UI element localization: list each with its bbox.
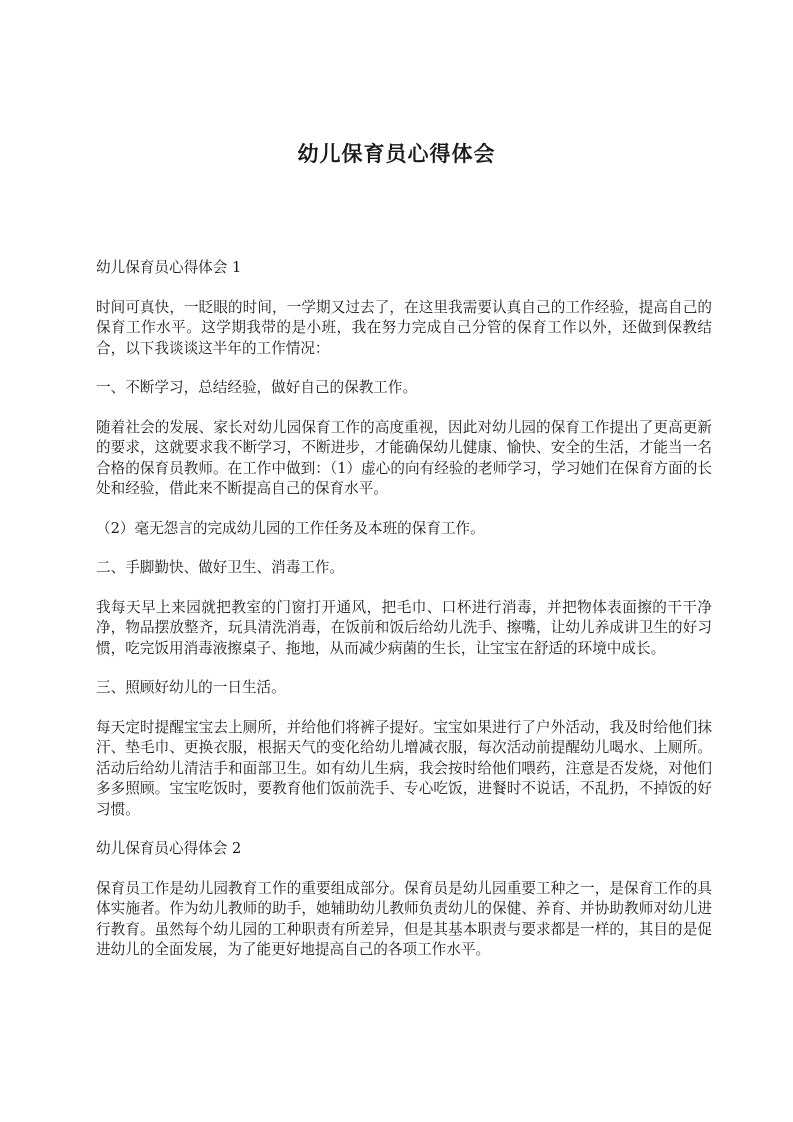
paragraph: 每天定时提醒宝宝去上厕所，并给他们将裤子提好。宝宝如果进行了户外活动，我及时给他们抹汗、垫毛巾、更换衣服，根据天气的变化给幼儿增减衣服，每次活动前提醒幼儿喝水、上厕所。活动后给幼儿清洁手和面部卫生。如有幼儿生病，我会按时给他们喂药，注意是否发烧，对他们多多照顾。宝宝吃饭时，要教育他们饭前洗手、专心吃饭，进餐时不说话，不乱扔，不掉饭的好习惯。 [96, 718, 712, 818]
document-body [96, 258, 712, 980]
section-heading: 幼儿保育员心得体会 1 [96, 259, 242, 276]
sub-heading: 一、不断学习，总结经验，做好自己的保教工作。 [96, 379, 418, 396]
paragraph: 时间可真快，一眨眼的时间，一学期又过去了，在这里我需要认真自己的工作经验，提高自己的保育工作水平。这学期我带的是小班，我在努力完成自己分管的保育工作以外，还做到保教结合，以下我谈谈这半年的工作情况： [96, 298, 712, 357]
section-heading: 幼儿保育员心得体会 2 [96, 840, 242, 857]
paragraph: 我每天早上来园就把教室的门窗打开通风，把毛巾、口杯进行消毒，并把物体表面擦的干干净净，物品摆放整齐，玩具清洗消毒，在饭前和饭后给幼儿洗手、擦嘴，让幼儿养成讲卫生的好习惯，吃完饭用消毒液擦桌子、拖地，从而减少病菌的生长，让宝宝在舒适的环境中成长。 [96, 598, 712, 657]
paragraph: （2）毫无怨言的完成幼儿园的工作任务及本班的保育工作。 [96, 519, 485, 537]
sub-heading: 三、照顾好幼儿的一日生活。 [96, 679, 286, 696]
sub-heading: 二、手脚勤快、做好卫生、消毒工作。 [96, 559, 345, 576]
document-title: 幼儿保育员心得体会 [297, 141, 496, 166]
paragraph: 保育员工作是幼儿园教育工作的重要组成部分。保育员是幼儿园重要工种之一，是保育工作的具体实施者。作为幼儿教师的助手，她辅助幼儿教师负责幼儿的保健、养育、并协助教师对幼儿进行教育。虽然每个幼儿园的工种职责有所差异，但是其基本职责与要求都是一样的，其目的是促进幼儿的全面发展，为了能更好地提高自己的各项工作水平。 [96, 879, 712, 958]
paragraph: 随着社会的发展、家长对幼儿园保育工作的高度重视，因此对幼儿园的保育工作提出了更高更新的要求，这就要求我不断学习，不断进步，才能确保幼儿健康、愉快、安全的生活，才能当一名合格的保育员教师。在工作中做到：（1）虚心的向有经验的老师学习，学习她们在保育方面的长处和经验，借此来不断提高自己的保育水平。 [96, 418, 712, 497]
